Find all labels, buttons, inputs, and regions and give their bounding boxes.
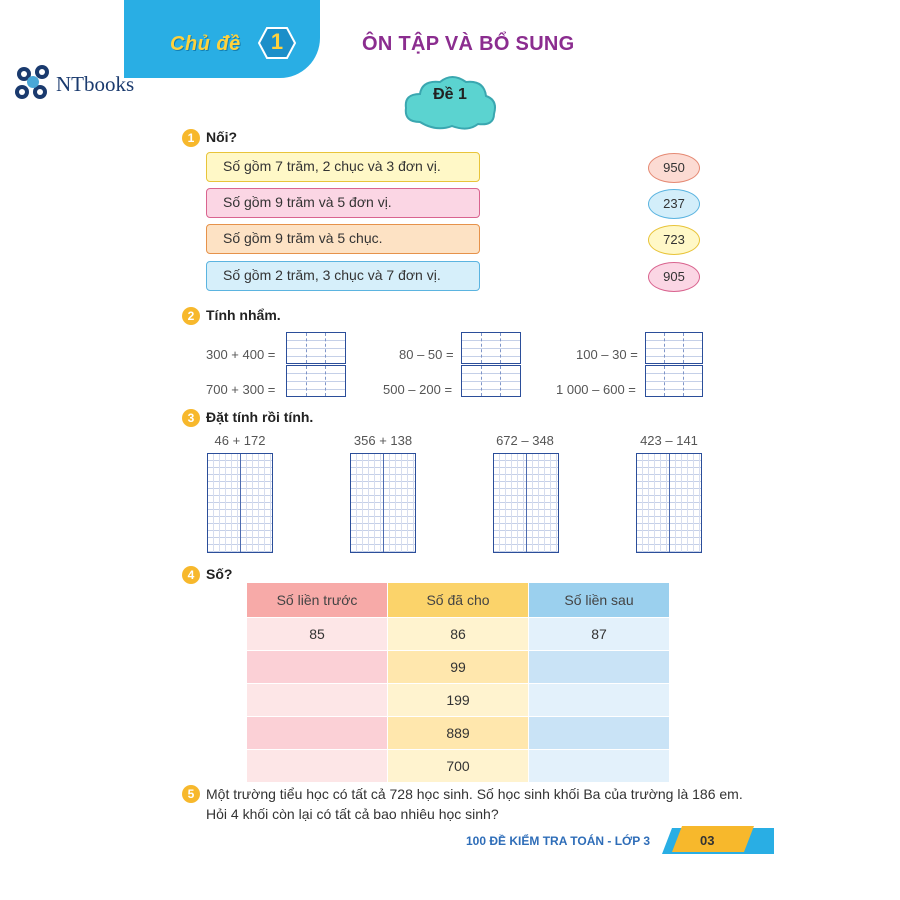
question-number-5: 5 bbox=[182, 785, 200, 803]
mental-math-expression: 500 – 200 = bbox=[383, 382, 453, 397]
table-cell-next[interactable] bbox=[529, 651, 670, 684]
table-cell-given: 889 bbox=[388, 717, 529, 750]
question-number-4: 4 bbox=[182, 566, 200, 584]
question-number-3: 3 bbox=[182, 409, 200, 427]
calculation-grid[interactable] bbox=[350, 453, 416, 553]
page-number: 03 bbox=[700, 833, 715, 848]
statement-box-4[interactable]: Số gồm 2 trăm, 3 chục và 7 đơn vị. bbox=[206, 261, 480, 291]
table-row bbox=[247, 618, 670, 651]
topic-number-badge bbox=[258, 27, 296, 59]
column-header-previous: Số liền trước bbox=[247, 583, 388, 618]
calculation-expression: 356 + 138 bbox=[353, 433, 413, 448]
table-cell-previous[interactable]: 85 bbox=[247, 618, 388, 651]
answer-cell[interactable] bbox=[286, 365, 346, 397]
mental-math-expression: 700 + 300 = bbox=[206, 382, 276, 397]
test-label: Đề 1 bbox=[433, 86, 467, 103]
calculation-expression: 46 + 172 bbox=[214, 433, 266, 448]
topic-label: Chủ đề bbox=[170, 33, 241, 55]
table-cell-next[interactable] bbox=[529, 750, 670, 783]
calculation-expression: 423 – 141 bbox=[640, 433, 698, 448]
statement-box-2[interactable]: Số gồm 9 trăm và 5 đơn vị. bbox=[206, 188, 480, 218]
mental-math-expression: 80 – 50 = bbox=[399, 347, 454, 362]
answer-cell[interactable] bbox=[645, 365, 703, 397]
table-cell-next[interactable]: 87 bbox=[529, 618, 670, 651]
table-cell-previous[interactable] bbox=[247, 684, 388, 717]
table-cell-next[interactable] bbox=[529, 717, 670, 750]
table-cell-given: 700 bbox=[388, 750, 529, 783]
brand-name: NTbooks bbox=[56, 72, 135, 96]
statement-box-3[interactable]: Số gồm 9 trăm và 5 chục. bbox=[206, 224, 480, 254]
question-number-2: 2 bbox=[182, 307, 200, 325]
table-cell-given: 86 bbox=[388, 618, 529, 651]
table-row bbox=[247, 684, 670, 717]
table-row bbox=[247, 750, 670, 783]
calculation-expression: 672 – 348 bbox=[496, 433, 554, 448]
table-cell-next[interactable] bbox=[529, 684, 670, 717]
answer-cell[interactable] bbox=[461, 365, 521, 397]
answer-cell[interactable] bbox=[286, 332, 346, 364]
answer-oval-4[interactable]: 905 bbox=[648, 262, 700, 292]
table-row bbox=[247, 651, 670, 684]
question-3-title: Đặt tính rồi tính. bbox=[206, 409, 314, 425]
question-4-title: Số? bbox=[206, 566, 233, 582]
table-cell-given: 199 bbox=[388, 684, 529, 717]
question-1-title: Nối? bbox=[206, 129, 238, 145]
mental-math-expression: 1 000 – 600 = bbox=[556, 382, 636, 397]
answer-oval-3[interactable]: 723 bbox=[648, 225, 700, 255]
ntbooks-logo-icon bbox=[12, 62, 56, 106]
answer-oval-2[interactable]: 237 bbox=[648, 189, 700, 219]
table-cell-given: 99 bbox=[388, 651, 529, 684]
topic-number: 1 bbox=[270, 29, 284, 54]
answer-cell[interactable] bbox=[461, 332, 521, 364]
table-cell-previous[interactable] bbox=[247, 750, 388, 783]
table-cell-previous[interactable] bbox=[247, 651, 388, 684]
column-header-given: Số đã cho bbox=[388, 583, 529, 618]
book-title: 100 ĐỀ KIỂM TRA TOÁN - LỚP 3 bbox=[466, 834, 651, 848]
table-header-row bbox=[247, 583, 670, 618]
test-label-cloud bbox=[400, 72, 500, 134]
question-2-title: Tính nhẩm. bbox=[206, 307, 281, 323]
mental-math-expression: 300 + 400 = bbox=[206, 347, 276, 362]
statement-box-1[interactable]: Số gồm 7 trăm, 2 chục và 3 đơn vị. bbox=[206, 152, 480, 182]
calculation-grid[interactable] bbox=[493, 453, 559, 553]
number-sequence-table bbox=[246, 582, 670, 783]
mental-math-expression: 100 – 30 = bbox=[576, 347, 638, 362]
answer-oval-1[interactable]: 950 bbox=[648, 153, 700, 183]
question-number-1: 1 bbox=[182, 129, 200, 147]
column-header-next: Số liền sau bbox=[529, 583, 670, 618]
table-cell-previous[interactable] bbox=[247, 717, 388, 750]
table-row bbox=[247, 717, 670, 750]
answer-cell[interactable] bbox=[645, 332, 703, 364]
brand-logo bbox=[12, 62, 162, 106]
chapter-title: ÔN TẬP VÀ BỔ SUNG bbox=[362, 33, 575, 55]
calculation-grid[interactable] bbox=[207, 453, 273, 553]
calculation-grid[interactable] bbox=[636, 453, 702, 553]
word-problem-text: Một trường tiểu học có tất cả 728 học sinh. Số học sinh khối Ba của trường là 186 em. Hỏi 4 khối còn lại có tất cả bao nhiêu học sinh? bbox=[206, 786, 743, 822]
page-footer bbox=[466, 826, 774, 856]
